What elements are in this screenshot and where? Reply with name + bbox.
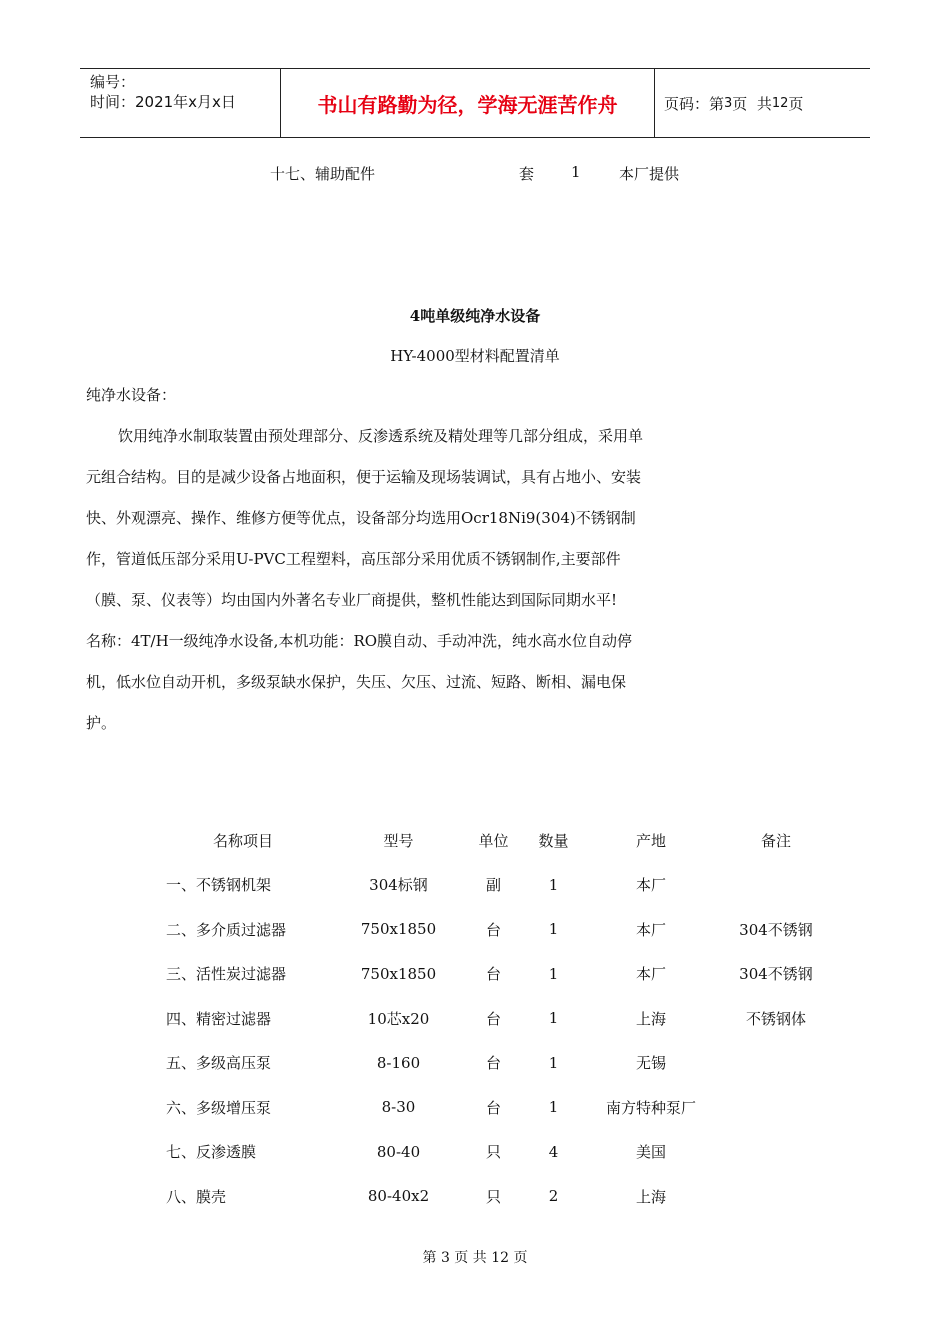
cell-qty: 1 xyxy=(548,1009,559,1028)
cell-model: 8-30 xyxy=(381,1098,416,1117)
table-row xyxy=(150,907,831,952)
cell-name: 七、反渗透膜 xyxy=(166,1143,257,1162)
column-header: 数量 xyxy=(538,831,569,850)
cell-origin: 无锡 xyxy=(635,1054,666,1073)
table-row xyxy=(150,1174,831,1219)
column-header: 型号 xyxy=(383,831,414,850)
body-line: （膜、泵、仪表等）均由国内外著名专业厂商提供，整机性能达到国际同期水平! xyxy=(86,591,618,609)
cell-note xyxy=(721,1085,831,1130)
column-header: 名称项目 xyxy=(212,831,273,850)
cell-qty: 2 xyxy=(548,1187,559,1206)
body-line: 快、外观漂亮、操作、维修方便等优点，设备部分均选用Ocr18Ni9(304)不锈钢制 xyxy=(86,509,636,527)
cell-qty: 4 xyxy=(548,1142,559,1161)
spec-table xyxy=(150,818,831,1219)
column-header: 单位 xyxy=(478,831,509,850)
table-row xyxy=(150,863,831,908)
page-mid: 页 共 xyxy=(732,94,772,113)
cell-model: 750x1850 xyxy=(360,964,437,983)
cell-qty: 1 xyxy=(548,1053,559,1072)
page-footer: 第 3 页 共 12 页 xyxy=(422,1250,528,1266)
page-suffix: 页 xyxy=(788,94,804,113)
page-total: 12 xyxy=(771,95,789,111)
cell-note: 304不锈钢 xyxy=(739,965,813,984)
page-header xyxy=(80,68,870,138)
cell-qty: 1 xyxy=(548,875,559,894)
prev-item-source: 本厂提供 xyxy=(619,165,680,183)
body-line: 名称：4T/H一级纯净水设备,本机功能：RO膜自动、手动冲洗，纯水高水位自动停 xyxy=(86,632,633,650)
number-label: 编号： xyxy=(90,73,136,91)
cell-origin: 上海 xyxy=(635,1187,666,1206)
cell-model: 8-160 xyxy=(376,1053,421,1072)
cell-unit: 台 xyxy=(485,920,501,939)
cell-name: 一、不锈钢机架 xyxy=(166,876,272,895)
cell-name: 六、多级增压泵 xyxy=(166,1098,272,1117)
table-row xyxy=(150,1041,831,1086)
prev-item-unit: 套 xyxy=(519,165,535,183)
cell-origin: 本厂 xyxy=(635,965,666,984)
cell-origin: 上海 xyxy=(635,1009,666,1028)
prev-item-name: 十七、辅助配件 xyxy=(270,165,376,183)
table-header-row xyxy=(150,818,831,863)
cell-note xyxy=(721,863,831,908)
cell-unit: 台 xyxy=(485,1054,501,1073)
cell-qty: 1 xyxy=(548,920,559,939)
cell-name: 八、膜壳 xyxy=(166,1187,227,1206)
cell-qty: 1 xyxy=(548,964,559,983)
header-page-info xyxy=(654,69,880,137)
document-subtitle: HY-4000型材料配置清单 xyxy=(390,347,560,365)
column-header: 产地 xyxy=(635,831,666,850)
cell-unit: 只 xyxy=(485,1143,501,1162)
page-prefix: 页码：第 xyxy=(664,94,725,113)
cell-name: 二、多介质过滤器 xyxy=(166,920,287,939)
cell-model: 80-40 xyxy=(376,1142,421,1161)
body-line: 元组合结构。目的是减少设备占地面积，便于运输及现场装调试，具有占地小、安装 xyxy=(86,468,642,486)
table-row xyxy=(150,996,831,1041)
cell-name: 四、精密过滤器 xyxy=(166,1009,272,1028)
section-label: 纯净水设备： xyxy=(86,386,177,404)
cell-note: 304不锈钢 xyxy=(739,920,813,939)
cell-unit: 副 xyxy=(485,876,501,895)
body-line: 作，管道低压部分采用U-PVC工程塑料，高压部分采用优质不锈钢制作,主要部件 xyxy=(86,550,621,568)
cell-unit: 只 xyxy=(485,1187,501,1206)
column-header: 备注 xyxy=(760,831,791,850)
cell-origin: 本厂 xyxy=(635,876,666,895)
table-row xyxy=(150,952,831,997)
cell-origin: 美国 xyxy=(635,1143,666,1162)
body-line: 饮用纯净水制取装置由预处理部分、反渗透系统及精处理等几部分组成，采用单 xyxy=(118,427,644,445)
header-motto: 书山有路勤为径，学海无涯苦作舟 xyxy=(280,69,655,137)
time-label: 时间：2021年x月x日 xyxy=(90,93,236,111)
header-left-cell xyxy=(80,69,280,137)
cell-qty: 1 xyxy=(548,1098,559,1117)
cell-note xyxy=(721,1130,831,1175)
cell-model: 750x1850 xyxy=(360,920,437,939)
cell-unit: 台 xyxy=(485,965,501,984)
cell-origin: 南方特种泵厂 xyxy=(605,1098,696,1117)
cell-name: 三、活性炭过滤器 xyxy=(166,965,287,984)
cell-model: 304标钢 xyxy=(369,876,428,895)
body-line: 机，低水位自动开机，多级泵缺水保护，失压、欠压、过流、短路、断相、漏电保 xyxy=(86,673,627,691)
cell-note xyxy=(721,1174,831,1219)
cell-origin: 本厂 xyxy=(635,920,666,939)
cell-note xyxy=(721,1041,831,1086)
prev-item-qty: 1 xyxy=(571,163,581,181)
cell-name: 五、多级高压泵 xyxy=(166,1054,272,1073)
cell-model: 80-40x2 xyxy=(367,1187,430,1206)
body-line: 护。 xyxy=(86,714,117,732)
cell-model: 10芯x20 xyxy=(367,1009,430,1028)
cell-unit: 台 xyxy=(485,1009,501,1028)
cell-unit: 台 xyxy=(485,1098,501,1117)
page-current: 3 xyxy=(724,95,733,111)
cell-note: 不锈钢体 xyxy=(745,1009,806,1028)
table-row xyxy=(150,1130,831,1175)
table-row xyxy=(150,1085,831,1130)
document-title: 4吨单级纯净水设备 xyxy=(409,307,541,325)
